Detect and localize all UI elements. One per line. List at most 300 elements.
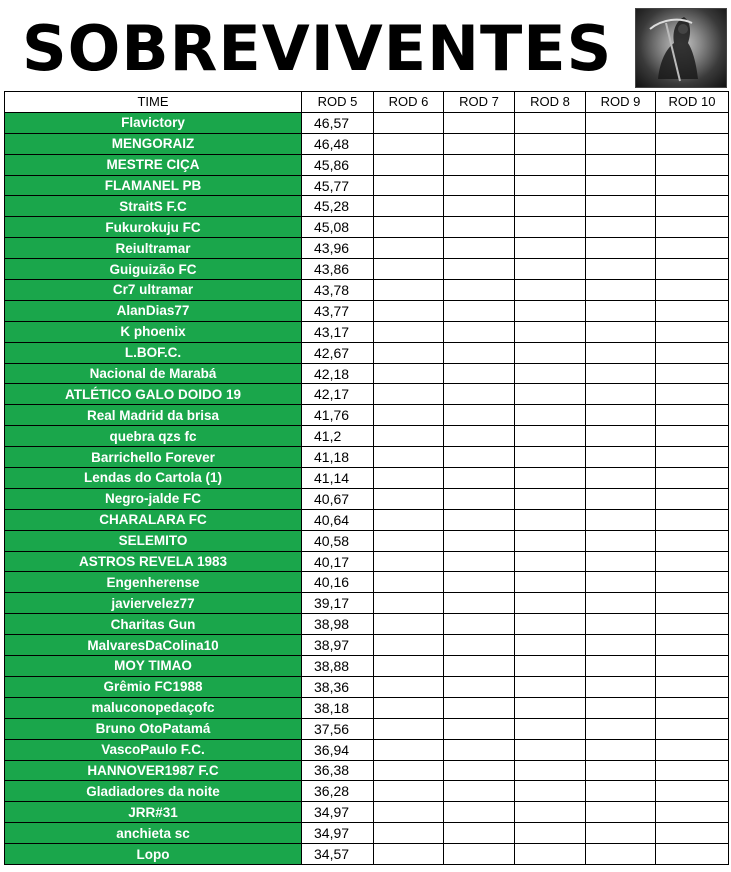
- rod10-score-cell[interactable]: [656, 321, 729, 342]
- rod6-score-cell[interactable]: [374, 468, 444, 489]
- rod6-score-cell[interactable]: [374, 760, 444, 781]
- rod5-score-cell[interactable]: 34,97: [302, 802, 374, 823]
- rod9-score-cell[interactable]: [586, 217, 656, 238]
- rod10-score-cell[interactable]: [656, 676, 729, 697]
- team-name-cell[interactable]: VascoPaulo F.C.: [5, 739, 302, 760]
- rod6-score-cell[interactable]: [374, 447, 444, 468]
- rod6-score-cell[interactable]: [374, 405, 444, 426]
- rod8-score-cell[interactable]: [515, 802, 586, 823]
- rod7-score-cell[interactable]: [444, 697, 515, 718]
- table-row: [5, 342, 729, 363]
- table-row: [5, 509, 729, 530]
- team-name-cell[interactable]: MENGORAIZ: [5, 133, 302, 154]
- team-name-cell[interactable]: ATLÉTICO GALO DOIDO 19: [5, 384, 302, 405]
- rod6-score-cell[interactable]: [374, 217, 444, 238]
- rod5-score-cell[interactable]: 40,17: [302, 551, 374, 572]
- rod9-score-cell[interactable]: [586, 280, 656, 301]
- team-name-cell[interactable]: CHARALARA FC: [5, 509, 302, 530]
- rod8-score-cell[interactable]: [515, 154, 586, 175]
- col-header-rod6: ROD 6: [374, 92, 444, 113]
- rod8-score-cell[interactable]: [515, 363, 586, 384]
- rod7-score-cell[interactable]: [444, 154, 515, 175]
- rod9-score-cell[interactable]: [586, 509, 656, 530]
- rod10-score-cell[interactable]: [656, 781, 729, 802]
- table-row: [5, 739, 729, 760]
- team-name-cell[interactable]: Fukurokuju FC: [5, 217, 302, 238]
- header-row: [5, 92, 729, 113]
- rod6-score-cell[interactable]: [374, 426, 444, 447]
- rod9-score-cell[interactable]: [586, 676, 656, 697]
- rod9-score-cell[interactable]: [586, 405, 656, 426]
- rod10-score-cell[interactable]: [656, 426, 729, 447]
- table-row: [5, 551, 729, 572]
- rod9-score-cell[interactable]: [586, 133, 656, 154]
- table-row: [5, 217, 729, 238]
- col-header-rod10: ROD 10: [656, 92, 729, 113]
- table-row: [5, 823, 729, 844]
- rod8-score-cell[interactable]: [515, 614, 586, 635]
- table-row: [5, 530, 729, 551]
- rod10-score-cell[interactable]: [656, 384, 729, 405]
- team-name-cell[interactable]: Barrichello Forever: [5, 447, 302, 468]
- rod5-score-cell[interactable]: 40,64: [302, 509, 374, 530]
- rod9-score-cell[interactable]: [586, 154, 656, 175]
- rod7-score-cell[interactable]: [444, 447, 515, 468]
- rod6-score-cell[interactable]: [374, 154, 444, 175]
- rod10-score-cell[interactable]: [656, 238, 729, 259]
- rod9-score-cell[interactable]: [586, 802, 656, 823]
- team-name-cell[interactable]: SELEMITO: [5, 530, 302, 551]
- rod5-score-cell[interactable]: 40,16: [302, 572, 374, 593]
- table-row: [5, 572, 729, 593]
- rod10-score-cell[interactable]: [656, 363, 729, 384]
- rod7-score-cell[interactable]: [444, 572, 515, 593]
- rod10-score-cell[interactable]: [656, 697, 729, 718]
- rod10-score-cell[interactable]: [656, 342, 729, 363]
- rod10-score-cell[interactable]: [656, 154, 729, 175]
- rod8-score-cell[interactable]: [515, 300, 586, 321]
- rod6-score-cell[interactable]: [374, 259, 444, 280]
- table-row: [5, 363, 729, 384]
- rod8-score-cell[interactable]: [515, 572, 586, 593]
- rod9-score-cell[interactable]: [586, 363, 656, 384]
- rod6-score-cell[interactable]: [374, 572, 444, 593]
- rod8-score-cell[interactable]: [515, 760, 586, 781]
- rod10-score-cell[interactable]: [656, 593, 729, 614]
- rod6-score-cell[interactable]: [374, 593, 444, 614]
- rod8-score-cell[interactable]: [515, 781, 586, 802]
- rod6-score-cell[interactable]: [374, 196, 444, 217]
- rod7-score-cell[interactable]: [444, 614, 515, 635]
- rod7-score-cell[interactable]: [444, 280, 515, 301]
- rod6-score-cell[interactable]: [374, 175, 444, 196]
- table-row: [5, 154, 729, 175]
- rod5-score-cell[interactable]: 43,86: [302, 259, 374, 280]
- team-name-cell[interactable]: K phoenix: [5, 321, 302, 342]
- rod10-score-cell[interactable]: [656, 196, 729, 217]
- rod8-score-cell[interactable]: [515, 196, 586, 217]
- rod10-score-cell[interactable]: [656, 509, 729, 530]
- rod9-score-cell[interactable]: [586, 384, 656, 405]
- team-name-cell[interactable]: FLAMANEL PB: [5, 175, 302, 196]
- table-row: [5, 468, 729, 489]
- rod7-score-cell[interactable]: [444, 238, 515, 259]
- team-name-cell[interactable]: Charitas Gun: [5, 614, 302, 635]
- rod8-score-cell[interactable]: [515, 133, 586, 154]
- team-name-cell[interactable]: AlanDias77: [5, 300, 302, 321]
- team-name-cell[interactable]: Cr7 ultramar: [5, 280, 302, 301]
- team-name-cell[interactable]: anchieta sc: [5, 823, 302, 844]
- rod9-score-cell[interactable]: [586, 488, 656, 509]
- rod10-score-cell[interactable]: [656, 217, 729, 238]
- rod10-score-cell[interactable]: [656, 551, 729, 572]
- rod10-score-cell[interactable]: [656, 405, 729, 426]
- rod5-score-cell[interactable]: 43,96: [302, 238, 374, 259]
- rod8-score-cell[interactable]: [515, 656, 586, 677]
- rod6-score-cell[interactable]: [374, 656, 444, 677]
- team-name-cell[interactable]: L.BOF.C.: [5, 342, 302, 363]
- rod8-score-cell[interactable]: [515, 844, 586, 865]
- rod9-score-cell[interactable]: [586, 196, 656, 217]
- rod7-score-cell[interactable]: [444, 363, 515, 384]
- rod7-score-cell[interactable]: [444, 488, 515, 509]
- rod7-score-cell[interactable]: [444, 760, 515, 781]
- table-row: [5, 321, 729, 342]
- table-row: [5, 635, 729, 656]
- team-name-cell[interactable]: HANNOVER1987 F.C: [5, 760, 302, 781]
- table-row: [5, 280, 729, 301]
- rod10-score-cell[interactable]: [656, 572, 729, 593]
- team-name-cell[interactable]: Bruno OtoPatamá: [5, 718, 302, 739]
- rod5-score-cell[interactable]: 38,88: [302, 656, 374, 677]
- rod9-score-cell[interactable]: [586, 321, 656, 342]
- rod7-score-cell[interactable]: [444, 823, 515, 844]
- rod10-score-cell[interactable]: [656, 760, 729, 781]
- rod7-score-cell[interactable]: [444, 405, 515, 426]
- rod7-score-cell[interactable]: [444, 217, 515, 238]
- team-name-cell[interactable]: quebra qzs fc: [5, 426, 302, 447]
- rod7-score-cell[interactable]: [444, 196, 515, 217]
- team-name-cell[interactable]: Reiultramar: [5, 238, 302, 259]
- rod10-score-cell[interactable]: [656, 259, 729, 280]
- table-row: [5, 593, 729, 614]
- rod7-score-cell[interactable]: [444, 593, 515, 614]
- rod8-score-cell[interactable]: [515, 405, 586, 426]
- rod10-score-cell[interactable]: [656, 718, 729, 739]
- rod5-score-cell[interactable]: 36,94: [302, 739, 374, 760]
- rod8-score-cell[interactable]: [515, 593, 586, 614]
- table-row: [5, 718, 729, 739]
- rod8-score-cell[interactable]: [515, 280, 586, 301]
- rod5-score-cell[interactable]: 38,36: [302, 676, 374, 697]
- table-row: [5, 781, 729, 802]
- team-name-cell[interactable]: Real Madrid da brisa: [5, 405, 302, 426]
- rod5-score-cell[interactable]: 41,14: [302, 468, 374, 489]
- rod6-score-cell[interactable]: [374, 238, 444, 259]
- rod9-score-cell[interactable]: [586, 697, 656, 718]
- rod6-score-cell[interactable]: [374, 488, 444, 509]
- table-row: [5, 405, 729, 426]
- rod5-score-cell[interactable]: 38,98: [302, 614, 374, 635]
- rod8-score-cell[interactable]: [515, 321, 586, 342]
- rod5-score-cell[interactable]: 42,17: [302, 384, 374, 405]
- col-header-rod9: ROD 9: [586, 92, 656, 113]
- team-name-cell[interactable]: Engenherense: [5, 572, 302, 593]
- rod8-score-cell[interactable]: [515, 217, 586, 238]
- team-name-cell[interactable]: Negro-jalde FC: [5, 488, 302, 509]
- rod8-score-cell[interactable]: [515, 468, 586, 489]
- rod7-score-cell[interactable]: [444, 676, 515, 697]
- rod9-score-cell[interactable]: [586, 739, 656, 760]
- rod7-score-cell[interactable]: [444, 175, 515, 196]
- rod7-score-cell[interactable]: [444, 426, 515, 447]
- rod5-score-cell[interactable]: 38,97: [302, 635, 374, 656]
- rod5-score-cell[interactable]: 41,76: [302, 405, 374, 426]
- team-name-cell[interactable]: Grêmio FC1988: [5, 676, 302, 697]
- table-row: [5, 614, 729, 635]
- rod9-score-cell[interactable]: [586, 844, 656, 865]
- rod9-score-cell[interactable]: [586, 635, 656, 656]
- rod8-score-cell[interactable]: [515, 635, 586, 656]
- rod8-score-cell[interactable]: [515, 112, 586, 133]
- rod8-score-cell[interactable]: [515, 823, 586, 844]
- rod9-score-cell[interactable]: [586, 656, 656, 677]
- team-name-cell[interactable]: Guiguizão FC: [5, 259, 302, 280]
- table-row: [5, 656, 729, 677]
- team-name-cell[interactable]: Lendas do Cartola (1): [5, 468, 302, 489]
- rod5-score-cell[interactable]: 46,57: [302, 112, 374, 133]
- table-row: [5, 802, 729, 823]
- table-row: [5, 760, 729, 781]
- table-row: [5, 196, 729, 217]
- col-header-rod7: ROD 7: [444, 92, 515, 113]
- rod7-score-cell[interactable]: [444, 509, 515, 530]
- rod6-score-cell[interactable]: [374, 697, 444, 718]
- rod6-score-cell[interactable]: [374, 781, 444, 802]
- rod5-score-cell[interactable]: 43,17: [302, 321, 374, 342]
- rod7-score-cell[interactable]: [444, 321, 515, 342]
- rod10-score-cell[interactable]: [656, 530, 729, 551]
- rod10-score-cell[interactable]: [656, 133, 729, 154]
- rod5-score-cell[interactable]: 43,77: [302, 300, 374, 321]
- rod7-score-cell[interactable]: [444, 384, 515, 405]
- table-row: [5, 426, 729, 447]
- rod8-score-cell[interactable]: [515, 551, 586, 572]
- rod7-score-cell[interactable]: [444, 300, 515, 321]
- rod6-score-cell[interactable]: [374, 551, 444, 572]
- rod8-score-cell[interactable]: [515, 739, 586, 760]
- team-name-cell[interactable]: Lopo: [5, 844, 302, 865]
- rod8-score-cell[interactable]: [515, 426, 586, 447]
- col-header-rod5: ROD 5: [302, 92, 374, 113]
- standings-table: [4, 91, 729, 865]
- team-name-cell[interactable]: ASTROS REVELA 1983: [5, 551, 302, 572]
- rod5-score-cell[interactable]: 37,56: [302, 718, 374, 739]
- rod9-score-cell[interactable]: [586, 614, 656, 635]
- rod6-score-cell[interactable]: [374, 133, 444, 154]
- rod9-score-cell[interactable]: [586, 426, 656, 447]
- rod6-score-cell[interactable]: [374, 300, 444, 321]
- rod9-score-cell[interactable]: [586, 572, 656, 593]
- rod8-score-cell[interactable]: [515, 175, 586, 196]
- rod6-score-cell[interactable]: [374, 509, 444, 530]
- rod6-score-cell[interactable]: [374, 635, 444, 656]
- rod7-score-cell[interactable]: [444, 259, 515, 280]
- rod6-score-cell[interactable]: [374, 363, 444, 384]
- rod8-score-cell[interactable]: [515, 238, 586, 259]
- rod5-score-cell[interactable]: 34,57: [302, 844, 374, 865]
- team-name-cell[interactable]: Gladiadores da noite: [5, 781, 302, 802]
- rod6-score-cell[interactable]: [374, 384, 444, 405]
- rod6-score-cell[interactable]: [374, 614, 444, 635]
- rod10-score-cell[interactable]: [656, 635, 729, 656]
- rod5-score-cell[interactable]: 40,67: [302, 488, 374, 509]
- rod5-score-cell[interactable]: 45,77: [302, 175, 374, 196]
- rod5-score-cell[interactable]: 45,08: [302, 217, 374, 238]
- rod7-score-cell[interactable]: [444, 530, 515, 551]
- rod9-score-cell[interactable]: [586, 593, 656, 614]
- rod7-score-cell[interactable]: [444, 718, 515, 739]
- rod8-score-cell[interactable]: [515, 509, 586, 530]
- rod6-score-cell[interactable]: [374, 802, 444, 823]
- rod7-score-cell[interactable]: [444, 342, 515, 363]
- rod10-score-cell[interactable]: [656, 488, 729, 509]
- rod10-score-cell[interactable]: [656, 175, 729, 196]
- rod7-score-cell[interactable]: [444, 635, 515, 656]
- rod9-score-cell[interactable]: [586, 823, 656, 844]
- table-row: [5, 488, 729, 509]
- team-name-cell[interactable]: maluconopedaçofc: [5, 697, 302, 718]
- table-row: [5, 447, 729, 468]
- rod9-score-cell[interactable]: [586, 300, 656, 321]
- rod5-score-cell[interactable]: 34,97: [302, 823, 374, 844]
- rod9-score-cell[interactable]: [586, 530, 656, 551]
- rod8-score-cell[interactable]: [515, 676, 586, 697]
- table-row: [5, 384, 729, 405]
- rod6-score-cell[interactable]: [374, 280, 444, 301]
- rod10-score-cell[interactable]: [656, 300, 729, 321]
- rod5-score-cell[interactable]: 38,18: [302, 697, 374, 718]
- rod7-score-cell[interactable]: [444, 844, 515, 865]
- rod8-score-cell[interactable]: [515, 342, 586, 363]
- table-row: [5, 844, 729, 865]
- rod5-score-cell[interactable]: 36,28: [302, 781, 374, 802]
- rod6-score-cell[interactable]: [374, 739, 444, 760]
- rod10-score-cell[interactable]: [656, 823, 729, 844]
- team-name-cell[interactable]: javiervelez77: [5, 593, 302, 614]
- col-header-rod8: ROD 8: [515, 92, 586, 113]
- rod7-score-cell[interactable]: [444, 468, 515, 489]
- grim-reaper-icon: [635, 8, 727, 88]
- rod7-score-cell[interactable]: [444, 112, 515, 133]
- header: [0, 0, 731, 91]
- rod5-score-cell[interactable]: 39,17: [302, 593, 374, 614]
- rod9-score-cell[interactable]: [586, 238, 656, 259]
- rod7-score-cell[interactable]: [444, 656, 515, 677]
- rod5-score-cell[interactable]: 42,18: [302, 363, 374, 384]
- team-name-cell[interactable]: Nacional de Marabá: [5, 363, 302, 384]
- rod9-score-cell[interactable]: [586, 760, 656, 781]
- rod7-score-cell[interactable]: [444, 551, 515, 572]
- rod5-score-cell[interactable]: 43,78: [302, 280, 374, 301]
- rod8-score-cell[interactable]: [515, 384, 586, 405]
- rod7-score-cell[interactable]: [444, 802, 515, 823]
- rod5-score-cell[interactable]: 41,18: [302, 447, 374, 468]
- rod5-score-cell[interactable]: 46,48: [302, 133, 374, 154]
- rod6-score-cell[interactable]: [374, 676, 444, 697]
- rod10-score-cell[interactable]: [656, 739, 729, 760]
- rod10-score-cell[interactable]: [656, 447, 729, 468]
- table-row: [5, 697, 729, 718]
- rod9-score-cell[interactable]: [586, 718, 656, 739]
- rod5-score-cell[interactable]: 45,28: [302, 196, 374, 217]
- rod5-score-cell[interactable]: 40,58: [302, 530, 374, 551]
- table-body: [5, 112, 729, 864]
- rod6-score-cell[interactable]: [374, 342, 444, 363]
- rod9-score-cell[interactable]: [586, 468, 656, 489]
- rod10-score-cell[interactable]: [656, 468, 729, 489]
- rod5-score-cell[interactable]: 42,67: [302, 342, 374, 363]
- reaper-figure-icon: [636, 9, 726, 87]
- rod7-score-cell[interactable]: [444, 739, 515, 760]
- rod6-score-cell[interactable]: [374, 530, 444, 551]
- rod8-score-cell[interactable]: [515, 718, 586, 739]
- rod9-score-cell[interactable]: [586, 447, 656, 468]
- rod8-score-cell[interactable]: [515, 530, 586, 551]
- rod9-score-cell[interactable]: [586, 342, 656, 363]
- rod10-score-cell[interactable]: [656, 280, 729, 301]
- rod10-score-cell[interactable]: [656, 614, 729, 635]
- rod8-score-cell[interactable]: [515, 447, 586, 468]
- table-row: [5, 676, 729, 697]
- rod10-score-cell[interactable]: [656, 656, 729, 677]
- table-row: [5, 175, 729, 196]
- table-row: [5, 133, 729, 154]
- rod9-score-cell[interactable]: [586, 112, 656, 133]
- rod5-score-cell[interactable]: 41,2: [302, 426, 374, 447]
- rod7-score-cell[interactable]: [444, 133, 515, 154]
- rod8-score-cell[interactable]: [515, 488, 586, 509]
- rod9-score-cell[interactable]: [586, 781, 656, 802]
- rod9-score-cell[interactable]: [586, 259, 656, 280]
- team-name-cell[interactable]: JRR#31: [5, 802, 302, 823]
- team-name-cell[interactable]: StraitS F.C: [5, 196, 302, 217]
- team-name-cell[interactable]: MESTRE CIÇA: [5, 154, 302, 175]
- rod6-score-cell[interactable]: [374, 718, 444, 739]
- table-row: [5, 259, 729, 280]
- rod8-score-cell[interactable]: [515, 259, 586, 280]
- rod6-score-cell[interactable]: [374, 112, 444, 133]
- team-name-cell[interactable]: Flavictory: [5, 112, 302, 133]
- rod9-score-cell[interactable]: [586, 175, 656, 196]
- rod6-score-cell[interactable]: [374, 823, 444, 844]
- rod8-score-cell[interactable]: [515, 697, 586, 718]
- rod7-score-cell[interactable]: [444, 781, 515, 802]
- rod10-score-cell[interactable]: [656, 844, 729, 865]
- rod6-score-cell[interactable]: [374, 321, 444, 342]
- rod6-score-cell[interactable]: [374, 844, 444, 865]
- rod10-score-cell[interactable]: [656, 802, 729, 823]
- rod5-score-cell[interactable]: 45,86: [302, 154, 374, 175]
- rod9-score-cell[interactable]: [586, 551, 656, 572]
- rod10-score-cell[interactable]: [656, 112, 729, 133]
- table-row: [5, 300, 729, 321]
- rod5-score-cell[interactable]: 36,38: [302, 760, 374, 781]
- table-row: [5, 238, 729, 259]
- col-header-time: TIME: [5, 92, 302, 113]
- team-name-cell[interactable]: MOY TIMAO: [5, 656, 302, 677]
- team-name-cell[interactable]: MalvaresDaColina10: [5, 635, 302, 656]
